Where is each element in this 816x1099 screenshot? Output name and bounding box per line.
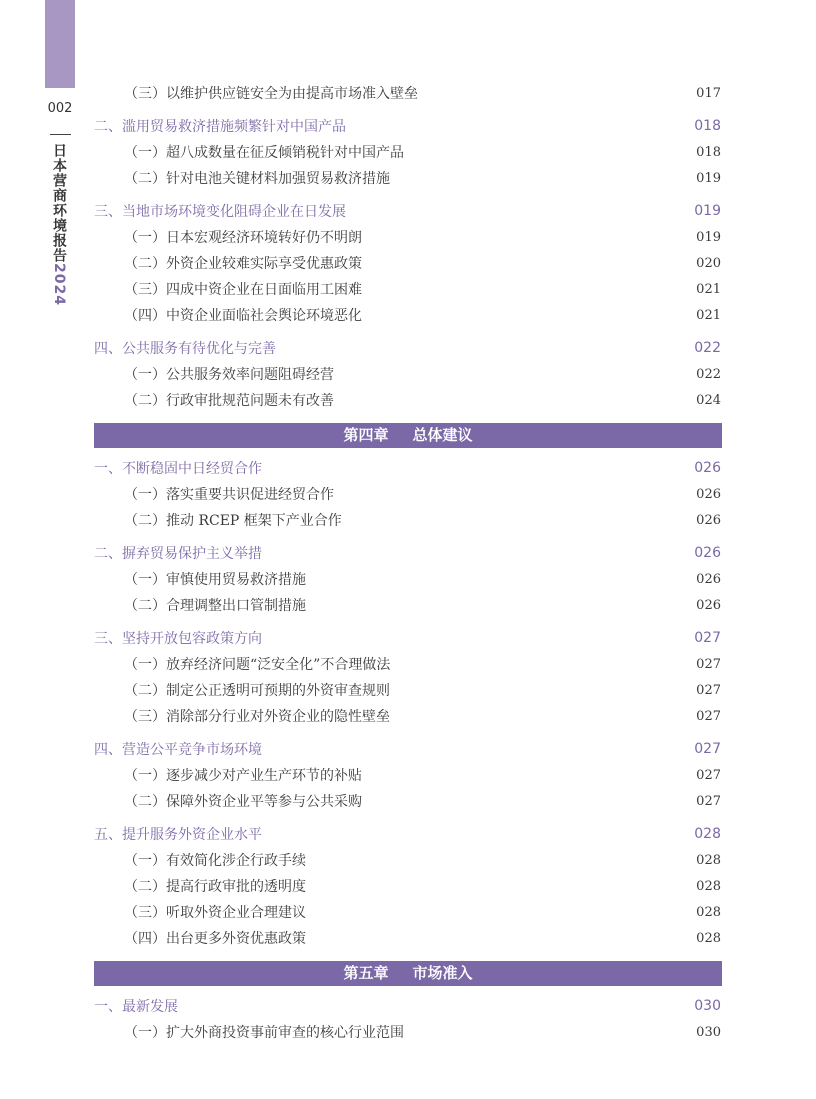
side-divider: [50, 134, 71, 135]
toc-section-entry[interactable]: [94, 540, 722, 566]
side-tab-decoration: [45, 0, 75, 88]
toc-entry-page: 026: [696, 571, 721, 587]
toc-entry-label: （二）保障外资企业平等参与公共采购: [124, 794, 362, 810]
toc-entry-page: 026: [696, 486, 721, 502]
toc-section-entry[interactable]: [94, 455, 722, 481]
toc-subsection-entry[interactable]: [94, 165, 722, 191]
toc-subsection-entry[interactable]: [94, 925, 722, 951]
chapter-title: 市场准入: [412, 964, 473, 982]
chapter-number: 第四章: [343, 426, 389, 444]
toc-entry-page: 026: [696, 512, 721, 528]
toc-entry-page: 027: [696, 767, 721, 783]
table-of-contents: [94, 80, 722, 1045]
toc-entry-label: 五、提升服务外资企业水平: [94, 827, 262, 843]
toc-entry-label: 三、当地市场环境变化阻碍企业在日发展: [94, 204, 346, 220]
toc-entry-label: 四、公共服务有待优化与完善: [94, 341, 276, 357]
toc-section-entry[interactable]: [94, 821, 722, 847]
toc-subsection-entry[interactable]: [94, 481, 722, 507]
toc-subsection-entry[interactable]: [94, 899, 722, 925]
toc-entry-label: （一）日本宏观经济环境转好仍不明朗: [124, 230, 362, 246]
toc-entry-page: 030: [696, 1024, 721, 1040]
toc-entry-label: （一）公共服务效率问题阻碍经营: [124, 367, 334, 383]
toc-entry-label: （一）扩大外商投资事前审查的核心行业范围: [124, 1025, 404, 1041]
toc-subsection-entry[interactable]: [94, 651, 722, 677]
toc-entry-page: 027: [694, 630, 721, 646]
toc-entry-label: （三）消除部分行业对外资企业的隐性壁垒: [124, 709, 390, 725]
report-title-text: 日本营商环境报告: [51, 143, 67, 263]
toc-entry-page: 017: [696, 85, 721, 101]
chapter-number: 第五章: [343, 964, 389, 982]
toc-section-entry[interactable]: [94, 198, 722, 224]
toc-entry-label: （二）合理调整出口管制措施: [124, 598, 306, 614]
toc-subsection-entry[interactable]: [94, 250, 722, 276]
toc-entry-page: 022: [694, 340, 721, 356]
report-year: 2024: [51, 263, 67, 306]
toc-entry-page: 026: [696, 597, 721, 613]
toc-entry-label: 一、不断稳固中日经贸合作: [94, 461, 262, 477]
toc-entry-label: 二、滥用贸易救济措施频繁针对中国产品: [94, 119, 346, 135]
toc-subsection-entry[interactable]: [94, 847, 722, 873]
toc-entry-page: 019: [696, 229, 721, 245]
toc-subsection-entry[interactable]: [94, 80, 722, 106]
toc-entry-label: （三）听取外资企业合理建议: [124, 905, 306, 921]
toc-entry-page: 026: [694, 460, 721, 476]
toc-entry-page: 019: [696, 170, 721, 186]
toc-subsection-entry[interactable]: [94, 1019, 722, 1045]
toc-entry-page: 027: [696, 682, 721, 698]
toc-section-entry[interactable]: [94, 335, 722, 361]
toc-entry-label: 三、坚持开放包容政策方向: [94, 631, 262, 647]
toc-entry-label: （一）放弃经济问题“泛安全化”不合理做法: [124, 657, 391, 673]
toc-entry-page: 020: [696, 255, 721, 271]
toc-entry-label: （四）出台更多外资优惠政策: [124, 931, 306, 947]
toc-subsection-entry[interactable]: [94, 224, 722, 250]
toc-entry-page: 027: [696, 656, 721, 672]
toc-entry-label: （二）行政审批规范问题未有改善: [124, 393, 334, 409]
toc-entry-label: （二）制定公正透明可预期的外资审查规则: [124, 683, 390, 699]
page-number: 002: [47, 101, 73, 116]
toc-entry-label: （二）外资企业较难实际享受优惠政策: [124, 256, 362, 272]
toc-entry-label: （二）针对电池关键材料加强贸易救济措施: [124, 171, 390, 187]
report-title-vertical: [51, 143, 69, 306]
toc-subsection-entry[interactable]: [94, 139, 722, 165]
toc-entry-page: 021: [696, 307, 721, 323]
toc-subsection-entry[interactable]: [94, 361, 722, 387]
toc-entry-label: （一）超八成数量在征反倾销税针对中国产品: [124, 145, 404, 161]
toc-entry-page: 027: [694, 741, 721, 757]
chapter-header: [94, 961, 722, 986]
toc-entry-label: 一、最新发展: [94, 999, 178, 1015]
toc-entry-page: 028: [696, 878, 721, 894]
toc-entry-page: 030: [694, 998, 721, 1014]
toc-entry-page: 027: [696, 793, 721, 809]
toc-subsection-entry[interactable]: [94, 788, 722, 814]
chapter-header: [94, 423, 722, 448]
toc-entry-label: （一）审慎使用贸易救济措施: [124, 572, 306, 588]
chapter-title: 总体建议: [412, 426, 473, 444]
toc-entry-label: 二、摒弃贸易保护主义举措: [94, 546, 262, 562]
toc-entry-page: 022: [696, 366, 721, 382]
toc-entry-label: （一）逐步减少对产业生产环节的补贴: [124, 768, 362, 784]
toc-entry-page: 028: [694, 826, 721, 842]
toc-subsection-entry[interactable]: [94, 703, 722, 729]
toc-section-entry[interactable]: [94, 113, 722, 139]
toc-subsection-entry[interactable]: [94, 507, 722, 533]
toc-entry-label: （一）有效简化涉企行政手续: [124, 853, 306, 869]
toc-entry-page: 018: [694, 118, 721, 134]
toc-subsection-entry[interactable]: [94, 387, 722, 413]
toc-entry-label: 四、营造公平竞争市场环境: [94, 742, 262, 758]
toc-entry-page: 018: [696, 144, 721, 160]
toc-section-entry[interactable]: [94, 625, 722, 651]
toc-entry-label: （四）中资企业面临社会舆论环境恶化: [124, 308, 362, 324]
toc-entry-page: 026: [694, 545, 721, 561]
toc-subsection-entry[interactable]: [94, 566, 722, 592]
toc-subsection-entry[interactable]: [94, 677, 722, 703]
toc-entry-label: （二）提高行政审批的透明度: [124, 879, 306, 895]
toc-subsection-entry[interactable]: [94, 762, 722, 788]
toc-subsection-entry[interactable]: [94, 302, 722, 328]
toc-entry-label: （一）落实重要共识促进经贸合作: [124, 487, 334, 503]
toc-entry-page: 028: [696, 904, 721, 920]
toc-section-entry[interactable]: [94, 736, 722, 762]
toc-entry-label: （二）推动 RCEP 框架下产业合作: [124, 513, 342, 529]
toc-entry-page: 027: [696, 708, 721, 724]
toc-subsection-entry[interactable]: [94, 873, 722, 899]
toc-entry-page: 019: [694, 203, 721, 219]
toc-section-entry[interactable]: [94, 993, 722, 1019]
toc-subsection-entry[interactable]: [94, 276, 722, 302]
toc-entry-label: （三）以维护供应链安全为由提高市场准入壁垒: [124, 86, 418, 102]
toc-entry-page: 028: [696, 852, 721, 868]
toc-subsection-entry[interactable]: [94, 592, 722, 618]
toc-entry-page: 024: [696, 392, 721, 408]
toc-entry-page: 021: [696, 281, 721, 297]
toc-entry-page: 028: [696, 930, 721, 946]
toc-entry-label: （三）四成中资企业在日面临用工困难: [124, 282, 362, 298]
